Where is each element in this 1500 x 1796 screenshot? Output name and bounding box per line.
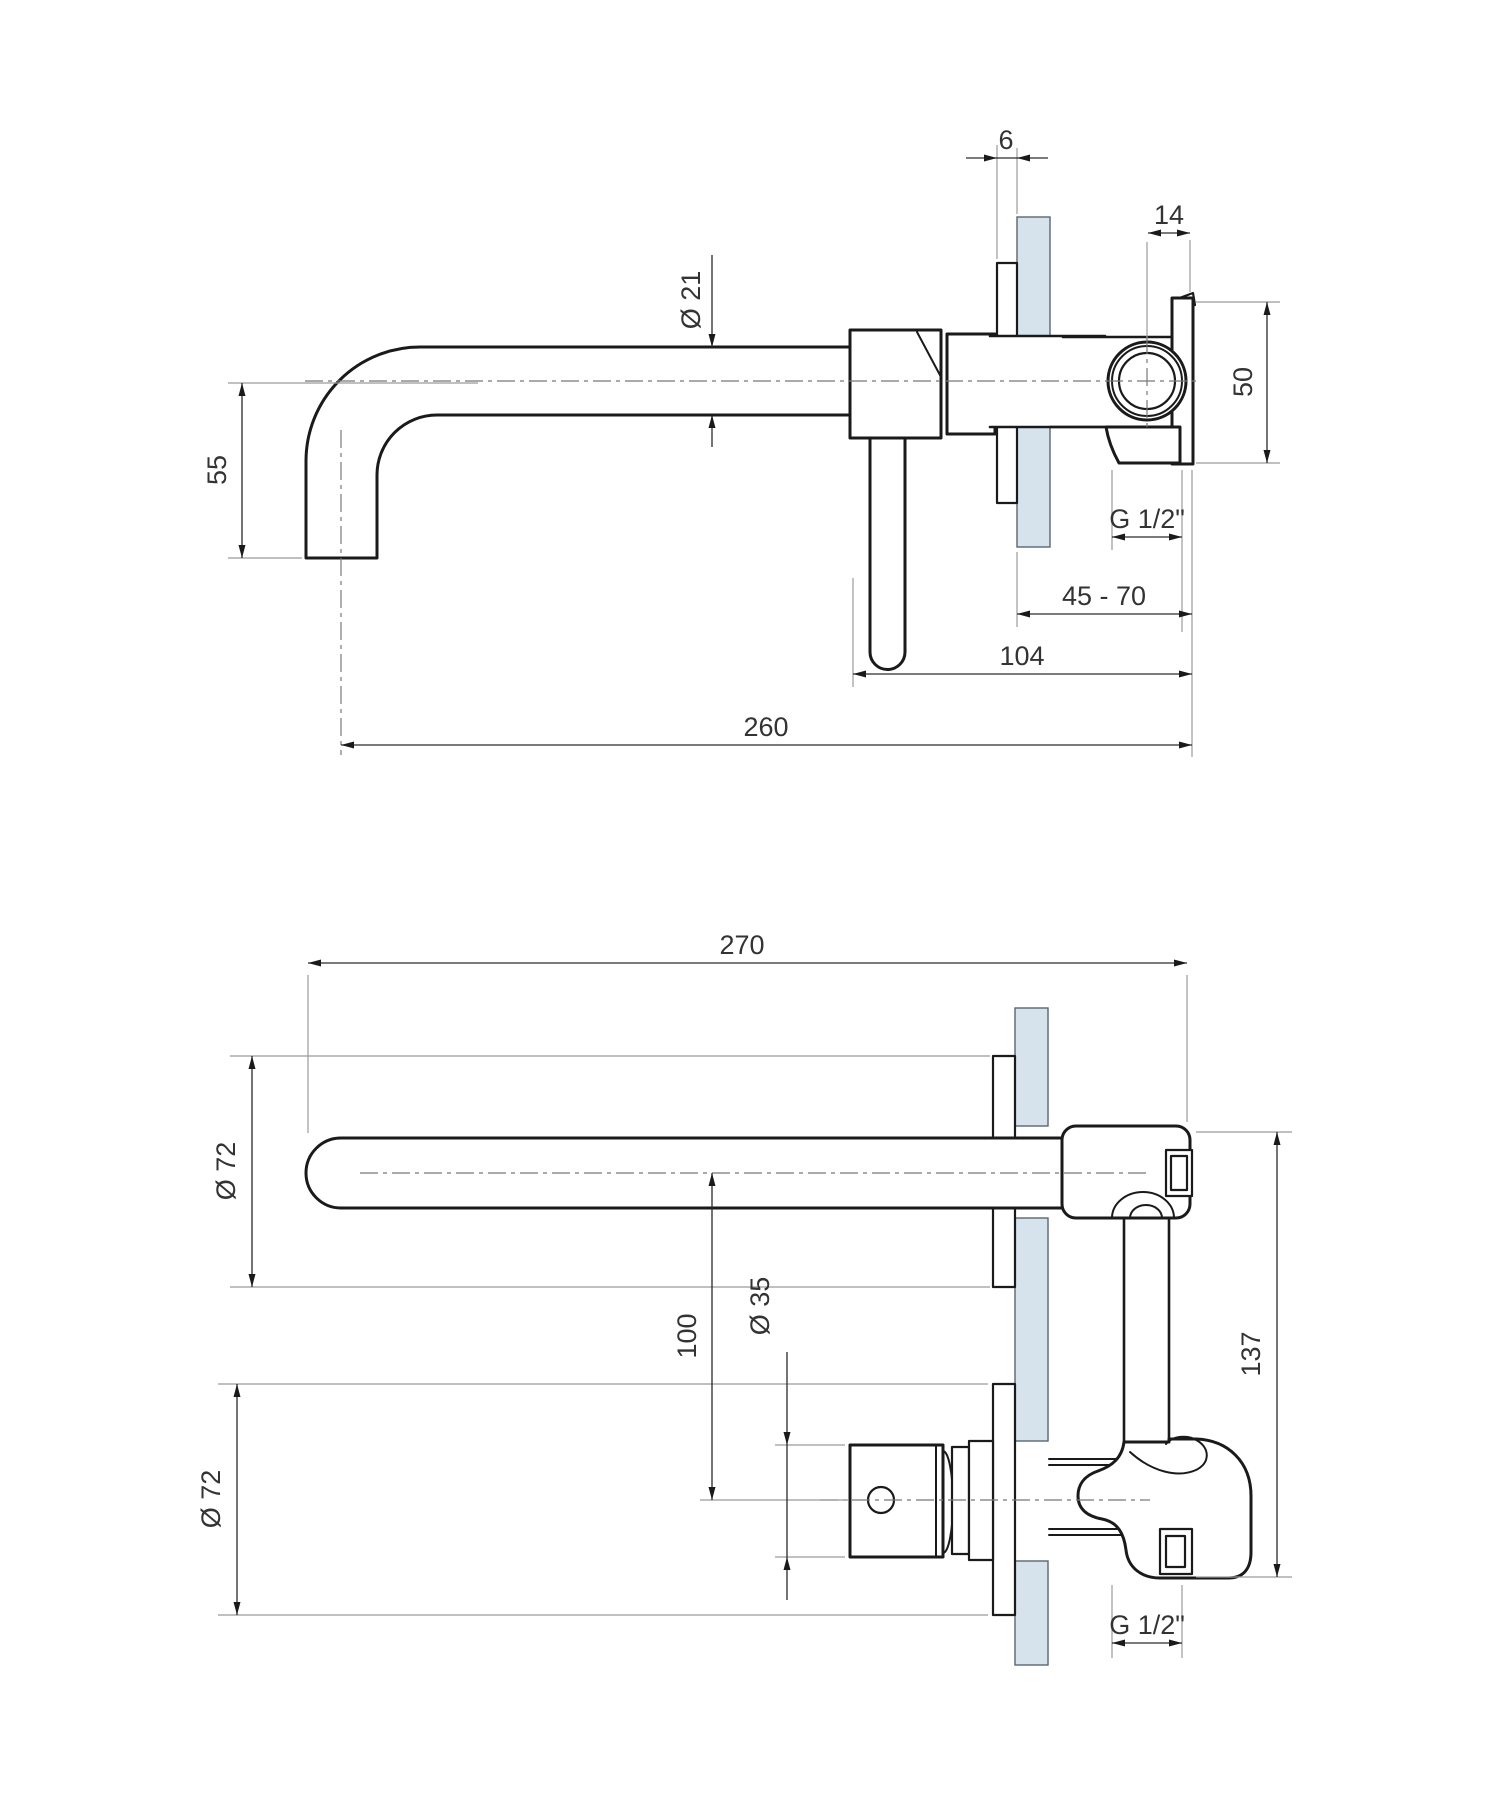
dimension-handle-escutcheon bbox=[196, 1384, 241, 1615]
dim-spout-diameter-label: Ø 21 bbox=[676, 270, 706, 330]
supply-standpipes bbox=[1124, 1218, 1169, 1442]
dim-mounting-depth-label: 45 - 70 bbox=[1061, 581, 1147, 611]
dim-overall-height-label: 137 bbox=[1236, 1331, 1266, 1377]
dim-handle-escutcheon-label: Ø 72 bbox=[196, 1469, 226, 1529]
side-view bbox=[202, 125, 1280, 757]
dim-thread-plan-label: G 1/2" bbox=[1109, 1610, 1185, 1640]
wall-section bbox=[1015, 1008, 1048, 1665]
handle-body bbox=[850, 1445, 943, 1557]
dim-valve-height-label: 50 bbox=[1228, 366, 1258, 398]
concealed-valve-plan bbox=[1049, 1437, 1251, 1578]
dim-axis-distance-label: 100 bbox=[672, 1313, 702, 1359]
dimension-thread-plan bbox=[1109, 1610, 1185, 1647]
mixer-body bbox=[850, 330, 1105, 438]
dimension-thread-side bbox=[1109, 504, 1185, 541]
dimension-center-to-face bbox=[1148, 200, 1190, 237]
dim-handle-trim-label: Ø 35 bbox=[745, 1276, 775, 1336]
dim-spout-reach-label: 260 bbox=[743, 712, 789, 742]
concealed-connection-body bbox=[1062, 1126, 1192, 1218]
dim-overall-length-label: 270 bbox=[719, 930, 765, 960]
dim-spout-drop-label: 55 bbox=[202, 454, 232, 486]
dimension-handle-trim bbox=[745, 1277, 791, 1600]
dimension-axis-distance bbox=[672, 1173, 716, 1500]
connection-nut bbox=[1106, 427, 1180, 463]
dimension-spout-drop bbox=[202, 383, 246, 558]
dimension-plate-thickness bbox=[966, 125, 1048, 162]
dimension-valve-height bbox=[1228, 302, 1271, 463]
dim-thread-side-label: G 1/2" bbox=[1109, 504, 1185, 534]
dimension-overall-length bbox=[308, 930, 1187, 967]
plan-view bbox=[196, 930, 1292, 1665]
handle-lever bbox=[870, 438, 905, 670]
dim-body-length-label: 104 bbox=[999, 641, 1045, 671]
dimension-mounting-depth bbox=[1017, 581, 1192, 618]
dim-spout-escutcheon-label: Ø 72 bbox=[211, 1141, 241, 1201]
dimension-spout-escutcheon bbox=[211, 1056, 256, 1287]
dimension-spout-reach bbox=[341, 712, 1192, 749]
dim-center-to-face-label: 14 bbox=[1153, 200, 1185, 230]
dim-plate-thickness-label: 6 bbox=[998, 125, 1014, 155]
spout bbox=[306, 347, 880, 558]
